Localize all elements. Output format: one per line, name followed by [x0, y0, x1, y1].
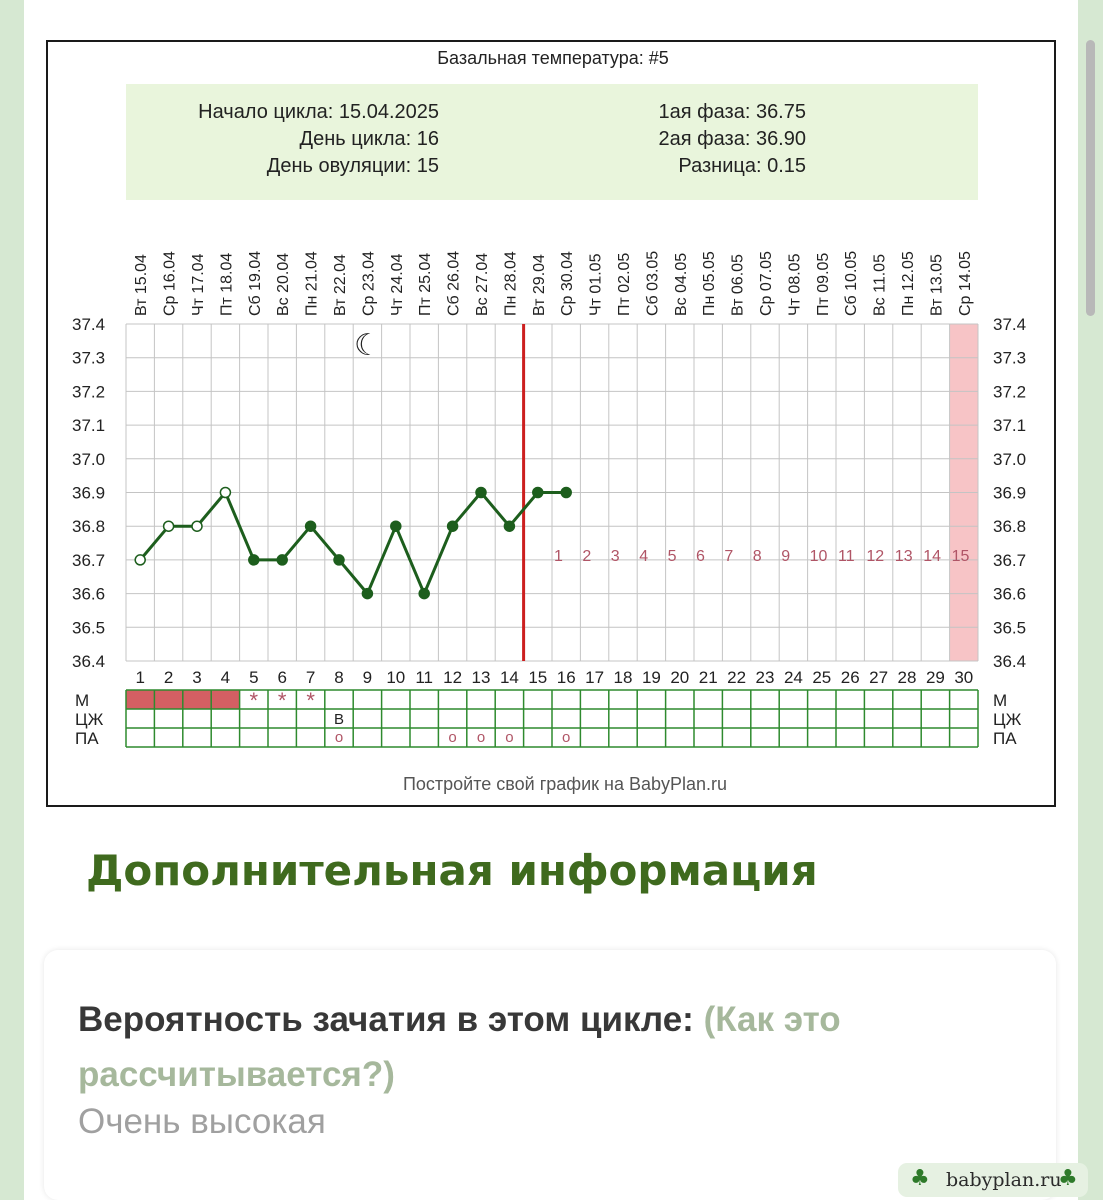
- menstruation-cell: [154, 690, 182, 709]
- y-tick-left: 36.8: [72, 517, 106, 537]
- date-label: Вс 20.04: [275, 252, 293, 316]
- intercourse-mark: о: [476, 729, 486, 746]
- date-label: Вс 04.05: [672, 252, 690, 316]
- date-label: Пн 12.05: [900, 251, 917, 316]
- date-label: Сб 19.04: [246, 250, 264, 316]
- y-tick-left: 36.9: [72, 483, 106, 503]
- date-label: Ср 14.05: [956, 251, 974, 316]
- probability-label: Вероятность зачатия в этом цикле:: [78, 1000, 694, 1039]
- scrollbar[interactable]: [1086, 40, 1095, 316]
- menstruation-star: *: [277, 688, 287, 713]
- luteal-day-label: 4: [639, 548, 649, 565]
- temperature-point: [476, 488, 486, 498]
- day-number: 14: [499, 668, 519, 687]
- day-number: 19: [641, 668, 661, 687]
- date-label: Сб 26.04: [445, 250, 463, 316]
- day-number: 7: [305, 668, 316, 687]
- temperature-point: [306, 521, 316, 531]
- date-label: Ср 07.05: [758, 251, 775, 316]
- temperature-point: [448, 521, 458, 531]
- probability-value: Очень высокая: [78, 1102, 326, 1141]
- date-label: Вт 22.04: [332, 254, 349, 316]
- temperature-point: [362, 589, 372, 599]
- badge-text: babyplan.ru: [946, 1169, 1062, 1191]
- info-left-text: Начало цикла: 15.04.2025: [198, 101, 439, 123]
- luteal-day-label: 2: [582, 548, 592, 565]
- temperature-point: [220, 488, 230, 498]
- temperature-point: [249, 555, 259, 565]
- luteal-day-label: 13: [894, 548, 913, 565]
- luteal-day-label: 8: [752, 548, 762, 565]
- y-tick-right: 36.5: [993, 618, 1027, 638]
- day-number: 5: [249, 668, 259, 687]
- y-tick-right: 37.0: [993, 449, 1027, 469]
- moon-icon: ☾: [353, 328, 381, 363]
- y-tick-left: 37.1: [72, 416, 106, 436]
- date-label: Чт 17.04: [190, 253, 207, 316]
- date-label: Чт 24.04: [388, 253, 406, 316]
- info-right-text: 2ая фаза: 36.90: [658, 128, 806, 150]
- y-tick-right: 36.9: [993, 483, 1027, 503]
- day-number: 1: [135, 668, 145, 687]
- intercourse-mark: о: [562, 729, 571, 746]
- row-label-right: ПА: [993, 729, 1017, 748]
- day-number: 6: [277, 668, 287, 687]
- info-left-text: День цикла: 16: [299, 128, 439, 150]
- temperature-point: [533, 488, 543, 498]
- row-label-right: М: [993, 691, 1008, 710]
- temperature-point: [504, 521, 514, 531]
- temperature-point: [561, 488, 571, 498]
- row-label-right: ЦЖ: [993, 710, 1022, 729]
- luteal-day-label: 1: [554, 548, 563, 565]
- day-number: 12: [443, 668, 463, 687]
- intercourse-mark: о: [505, 729, 514, 746]
- temperature-point: [419, 589, 429, 599]
- menstruation-cell: [211, 690, 239, 709]
- bbt-chart: [46, 40, 1056, 807]
- luteal-day-label: 12: [866, 548, 885, 565]
- date-label: Пт 18.04: [218, 252, 236, 316]
- day-number: 22: [727, 668, 747, 687]
- day-number: 20: [670, 668, 690, 687]
- date-label: Чт 08.05: [786, 253, 804, 316]
- day-number: 9: [362, 668, 373, 687]
- temperature-point: [192, 521, 202, 531]
- day-number: 30: [954, 668, 974, 687]
- date-label: Вт 29.04: [530, 254, 548, 316]
- chart-title: Базальная температура: #5: [437, 48, 669, 68]
- info-right-text: Разница: 0.15: [678, 155, 806, 177]
- day-number: 4: [220, 668, 231, 687]
- day-number: 15: [528, 668, 548, 687]
- y-tick-left: 36.5: [72, 618, 106, 638]
- date-label: Пт 02.05: [616, 252, 633, 316]
- temperature-point: [135, 555, 145, 565]
- y-tick-right: 36.4: [993, 652, 1027, 671]
- luteal-day-label: 6: [696, 548, 705, 565]
- date-label: Пн 21.04: [303, 251, 321, 316]
- day-number: 21: [698, 668, 718, 687]
- date-label: Сб 10.05: [843, 250, 861, 316]
- y-tick-left: 37.4: [72, 315, 106, 334]
- day-number: 28: [897, 668, 917, 687]
- temperature-point: [277, 555, 287, 565]
- day-number: 8: [334, 668, 344, 687]
- chart-footer: Постройте свой график на BabyPlan.ru: [402, 774, 728, 794]
- y-tick-right: 36.8: [993, 517, 1027, 537]
- date-label: Вс 27.04: [474, 252, 491, 316]
- y-tick-left: 37.2: [72, 382, 106, 402]
- menstruation-cell: [126, 690, 154, 709]
- luteal-day-label: 10: [809, 548, 828, 565]
- y-tick-right: 37.1: [993, 416, 1027, 436]
- day-number: 26: [840, 668, 860, 687]
- date-label: Сб 03.05: [644, 250, 662, 316]
- day-number: 24: [783, 668, 803, 687]
- section-title: Дополнительная информация: [86, 846, 818, 895]
- luteal-day-label: 15: [951, 548, 970, 565]
- y-tick-right: 37.4: [993, 315, 1027, 334]
- date-label: Ср 23.04: [360, 251, 378, 316]
- date-label: Пт 09.05: [814, 252, 832, 316]
- y-tick-left: 37.0: [72, 449, 106, 469]
- day-number: 25: [812, 668, 832, 687]
- luteal-day-label: 7: [724, 548, 734, 565]
- y-tick-right: 36.7: [993, 550, 1027, 570]
- day-number: 18: [613, 668, 633, 687]
- date-label: Пн 28.04: [502, 251, 520, 316]
- day-number: 23: [755, 668, 775, 687]
- chart-svg: [48, 42, 1054, 805]
- y-tick-right: 37.3: [993, 348, 1027, 368]
- date-label: Вт 13.05: [928, 254, 946, 316]
- day-number: 3: [192, 668, 202, 687]
- intercourse-mark: о: [334, 729, 344, 746]
- day-number: 29: [925, 668, 945, 687]
- info-right-text: 1ая фаза: 36.75: [658, 101, 806, 123]
- y-tick-left: 36.7: [72, 550, 106, 570]
- luteal-day-label: 9: [781, 548, 791, 565]
- menstruation-star: *: [249, 688, 259, 713]
- probability-line: [78, 992, 958, 1102]
- babyplan-badge[interactable]: [898, 1163, 1088, 1197]
- y-tick-right: 37.2: [993, 382, 1027, 402]
- date-label: Вт 06.05: [729, 254, 747, 316]
- y-tick-left: 37.3: [72, 348, 106, 368]
- how-calculated-link[interactable]: (Как это рассчитывается?): [78, 1000, 841, 1094]
- luteal-day-label: 3: [610, 548, 620, 565]
- menstruation-star: *: [306, 688, 315, 713]
- temperature-point: [164, 521, 174, 531]
- y-tick-left: 36.4: [72, 652, 106, 671]
- date-label: Ср 16.04: [161, 251, 179, 316]
- cervical-mark: В: [333, 711, 345, 728]
- date-label: Пн 05.05: [701, 251, 719, 316]
- day-number: 13: [471, 668, 491, 687]
- row-label-left: ЦЖ: [75, 710, 104, 729]
- day-number: 17: [585, 668, 605, 687]
- temperature-point: [391, 521, 401, 531]
- date-label: Вс 11.05: [871, 254, 889, 316]
- luteal-day-label: 5: [667, 548, 677, 565]
- menstruation-cell: [183, 690, 211, 709]
- date-label: Ср 30.04: [559, 251, 577, 316]
- temperature-point: [334, 555, 344, 565]
- intercourse-mark: о: [448, 729, 457, 746]
- date-label: Вт 15.04: [133, 254, 151, 316]
- y-tick-left: 36.6: [72, 584, 106, 604]
- row-label-left: М: [75, 691, 90, 710]
- y-tick-right: 36.6: [993, 584, 1027, 604]
- day-number: 2: [163, 668, 174, 687]
- day-number: 10: [386, 668, 406, 687]
- luteal-day-label: 14: [923, 548, 941, 565]
- date-label: Чт 01.05: [587, 253, 605, 316]
- row-label-left: ПА: [75, 729, 99, 748]
- clover-icon: ♣: [910, 1166, 930, 1191]
- day-number: 11: [415, 668, 434, 687]
- date-label: Пт 25.04: [417, 252, 435, 316]
- day-number: 27: [869, 668, 889, 687]
- info-left-text: День овуляции: 15: [266, 155, 439, 177]
- clover-icon: ♣: [1058, 1166, 1078, 1191]
- luteal-day-label: 11: [838, 548, 855, 565]
- day-number: 16: [556, 668, 576, 687]
